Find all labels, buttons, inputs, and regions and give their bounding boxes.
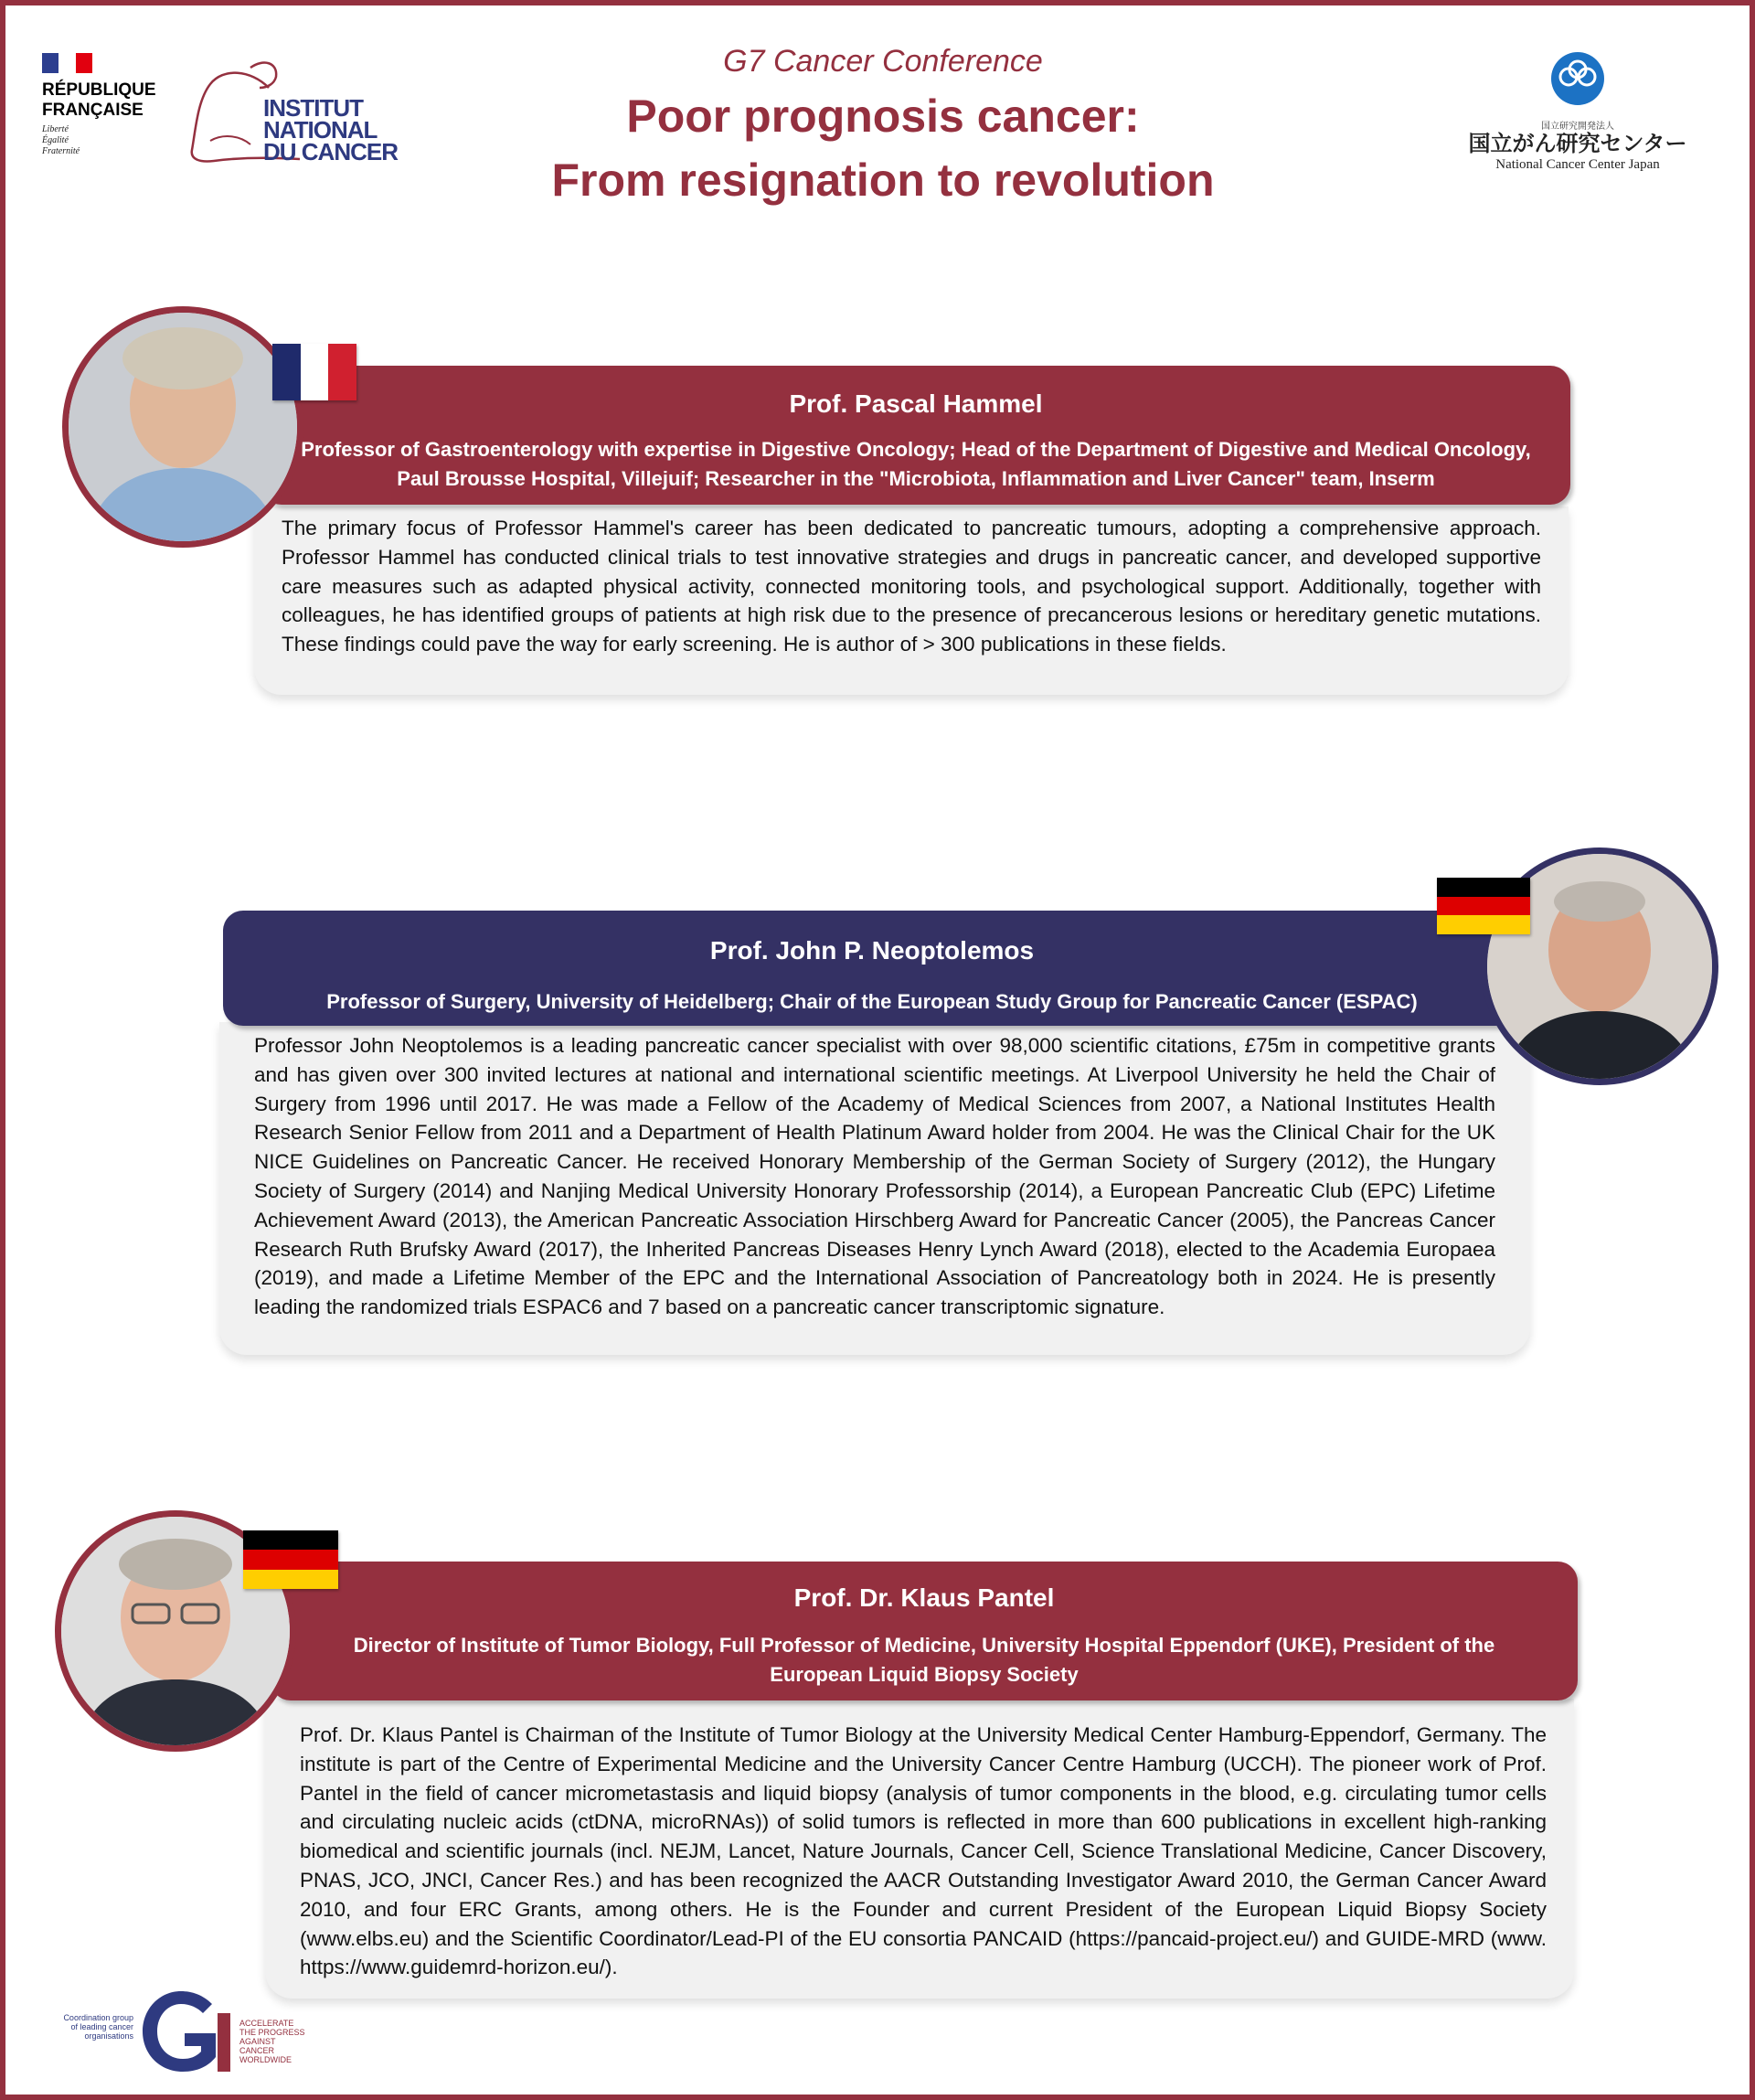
rf-logo-motto: Liberté Égalité Fraternité <box>42 124 80 156</box>
ncc-emblem-icon <box>1548 49 1607 108</box>
speaker-bio-card <box>265 1699 1574 1999</box>
speaker-banner <box>223 911 1521 1026</box>
poster-title-line2: From resignation to revolution <box>551 155 1215 206</box>
ncc-logo-japanese: 国立がん研究センター <box>1468 132 1687 156</box>
speaker-role: Professor of Surgery, University of Heidelberg; Chair of the European Study Group for Pancreatic Cancer (ESPAC) <box>326 990 1418 1013</box>
poster-header <box>426 38 1340 212</box>
national-cancer-center-japan-logo <box>1468 49 1687 177</box>
institut-national-du-cancer-logo <box>186 57 406 168</box>
speaker-name: Prof. Pascal Hammel <box>789 389 1043 418</box>
speaker-name: Prof. John P. Neoptolemos <box>709 936 1035 965</box>
speaker-role: Professor of Gastroenterology with expertise in Digestive Oncology; Head of the Department of Digestive and Medical Oncology, Paul Brousse Hospital, Villejuif; Researcher in the "Microbiota, Inflammation and Liver Cancer" team, Inserm <box>301 438 1531 490</box>
speaker-bio-text: The primary focus of Professor Hammel's career has been dedicated to pancreatic tumours, adopting a comprehensive approach. Professor Hammel has conducted clinical trials to test innovative strategies and drugs in pancreatic cancer, and developed supportive care measures such as adapted physical activity, connected monitoring tools, and psychological support. Additionally, together with colleagues, he has identified groups of patients at high risk due to the presence of precancerous lesions or hereditary genetic mutations. These findings could pave the way for early screening. He is author of > 300 publications in these fields. <box>282 517 1541 656</box>
conference-name: G7 Cancer Conference <box>723 44 1043 79</box>
ncc-logo-english: National Cancer Center Japan <box>1495 157 1660 172</box>
ncc-logo-small-text: 国立研究開発法人 <box>1541 122 1614 132</box>
speaker-bio-text: Prof. Dr. Klaus Pantel is Chairman of the Institute of Tumor Biology at the University Medical Center Hamburg-Eppendorf, Germany. The institute is part of the Centre of Experimental Medicine and the University Cancer Centre Hamburg (UCCH). The pioneer work of Prof. Pantel in the field of cancer micrometastasis and liquid biopsy (analysis of tumor components in the blood, e.g. circulating tumor cells and circulating nucleic acids (ctDNA, microRNAs)) of solid tumors is reflected in more than 600 publications in excellent high-ranking biomedical and scientific journals (incl. NEJM, Lancet, Nature Journals, Cancer Cell, Science Translational Medicine, Cancer Discovery, PNAS, JCO, JNCI, Cancer Res.) and has been recognized the AACR Outstanding Investigator Award 2010, the German Cancer Award 2010, and four ERC Grants, among others. He is the Founder and current President of the European Liquid Biopsy Society (www.elbs.eu) and the Scientific Coordinator/Lead-PI of the EU consortia PANCAID (https://pancaid-project.eu/) and GUIDE-MRD (www. https://www.guidemrd-horizon.eu/). <box>300 1723 1547 1979</box>
speaker-banner <box>261 366 1570 505</box>
portrait-placeholder-icon <box>69 313 297 541</box>
speaker-role: Director of Institute of Tumor Biology, Full Professor of Medicine, University Hospital Eppendorf (UKE), President of the European Liquid Biopsy Society <box>353 1634 1495 1686</box>
speaker-bio-text: Professor John Neoptolemos is a leading pancreatic cancer specialist with over 98,000 scientific citations, £75m in competitive grants and has given over 300 invited lectures at national and international scientific meetings. At Liverpool University he held the Chair of Surgery from 1996 until 2017. He was made a Fellow of the Academy of Medical Sciences from 2007, a National Institutes Health Research Senior Fellow from 2011 and a Department of Health Platinum Award holder from 2004. He was the Clinical Chair for the UK NICE Guidelines on Pancreatic Cancer. He received Honorary Membership of the German Society of Surgery (2012), the Hungary Society of Surgery (2014) and Nanjing Medical University Honorary Professorship (2014), a European Pancreatic Club (EPC) Lifetime Achievement Award (2013), the American Pancreatic Association Hirschberg Award for Pancreatic Cancer (2005), the Pancreas Cancer Research Ruth Brufsky Award (2017), the Inherited Pancreas Diseases Henry Lynch Award (2018), elected to the Academia Europaea (2019), and made a Lifetime Member of the EPC and the International Association of Pancreatology both in 2024. He is presently leading the randomized trials ESPAC6 and 7 based on a pancreatic cancer transcriptomic signature. <box>254 1034 1495 1319</box>
rf-flag-icon <box>42 53 92 73</box>
speaker-banner <box>271 1562 1578 1700</box>
gc-g-letter-icon <box>133 1986 239 2077</box>
inca-logo-text: INSTITUT NATIONAL DU CANCER <box>263 94 398 165</box>
gc-logo-right-text: ACCELERATE THE PROGRESS AGAINST CANCER WORLDWIDE <box>239 2019 305 2064</box>
gc-logo-left-text: Coordination group of leading cancer organisations <box>63 2013 133 2041</box>
speaker-bio-card <box>254 506 1569 695</box>
speaker-name: Prof. Dr. Klaus Pantel <box>793 1583 1055 1612</box>
germany-flag-icon <box>243 1530 338 1589</box>
france-flag-icon <box>272 344 356 400</box>
speaker-photo-hammel <box>62 306 303 548</box>
germany-flag-icon <box>1437 878 1530 934</box>
poster-title-line1: Poor prognosis cancer: <box>626 91 1140 142</box>
rf-logo-title: RÉPUBLIQUE FRANÇAISE <box>42 80 156 120</box>
republique-francaise-logo <box>42 53 170 157</box>
speaker-bio-card <box>219 1022 1530 1355</box>
g7-cancer-coordination-logo <box>49 1986 305 2077</box>
